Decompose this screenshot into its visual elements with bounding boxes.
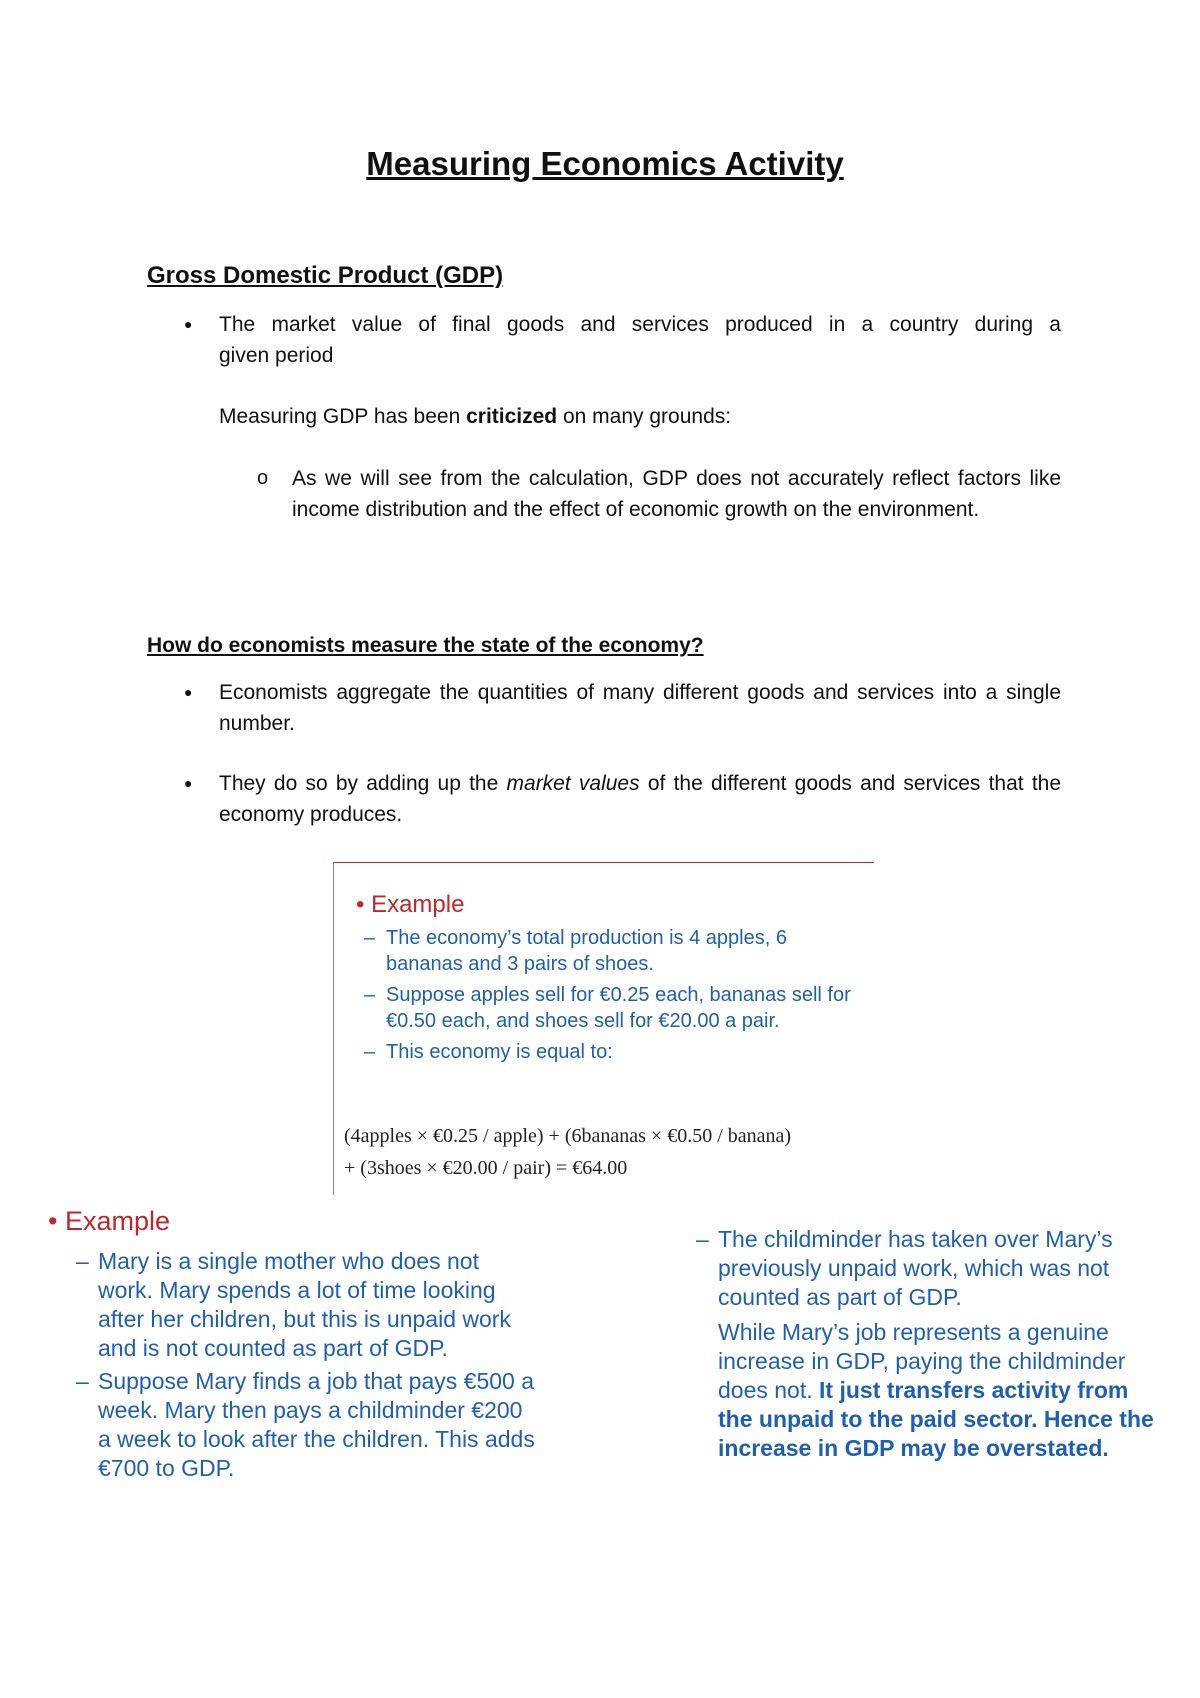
gdp-definition <box>219 309 1061 371</box>
example2-item <box>76 1247 538 1363</box>
dash-marker: – <box>76 1248 89 1274</box>
sub-bullet-marker: o <box>257 467 269 489</box>
example-slide-1 <box>333 862 874 1195</box>
example2-item <box>696 1225 1158 1312</box>
dash-marker: – <box>364 927 376 949</box>
example1-item <box>364 925 856 977</box>
bullet-marker: ● <box>184 684 193 700</box>
conclusion-text: While Mary’s job represents a genuine increase in GDP, paying the childminder does not. <box>718 1319 1126 1403</box>
example1-item <box>364 1039 856 1065</box>
bullet-marker: ● <box>184 316 193 332</box>
measure-bullet-2 <box>219 768 1061 830</box>
measure-heading: How do economists measure the state of the economy? <box>147 634 704 657</box>
example1-heading: • Example <box>356 891 465 918</box>
example1-item-text: This economy is equal to: <box>386 1041 613 1063</box>
dash-marker: – <box>76 1368 89 1394</box>
conclusion-bold: It just transfers activity from the unpaid to the paid sector. Hence the increase in GDP may be overstated. <box>718 1377 1154 1461</box>
example2-conclusion <box>718 1318 1158 1463</box>
gdp-definition-line2: given period <box>219 344 334 367</box>
gdp-sub-bullet: As we will see from the calculation, GDP does not accurately reflect factors like income distribution and the effect of economic growth on the environment. <box>292 467 1061 521</box>
formula-line-2: + (3shoes × €20.00 / pair) = €64.00 <box>344 1157 628 1179</box>
example1-item-text: Suppose apples sell for €0.25 each, bananas sell for €0.50 each, and shoes sell for €20.00 a pair. <box>386 984 851 1032</box>
page-title: Measuring Economics Activity <box>366 145 844 182</box>
example2-left-column <box>76 1247 538 1487</box>
crit-bold: criticized <box>466 405 558 428</box>
example2-item-text: The childminder has taken over Mary’s previously unpaid work, which was not counted as part of GDP. <box>718 1226 1113 1310</box>
example1-item-text: The economy’s total production is 4 apples, 6 bananas and 3 pairs of shoes. <box>386 927 787 975</box>
dash-marker: – <box>696 1226 709 1252</box>
bullet-marker: ● <box>184 775 193 791</box>
example2-right-column <box>696 1225 1158 1463</box>
dash-marker: – <box>364 984 376 1006</box>
bullet2-em: market values <box>506 772 640 795</box>
bullet2-pre: They do so by adding up the <box>219 772 507 795</box>
example2-item-text: Suppose Mary finds a job that pays €500 a week. Mary then pays a childminder €200 a week to look after the children. This adds €700 to GDP. <box>98 1368 535 1481</box>
gdp-criticism <box>219 401 731 432</box>
example1-item <box>364 982 856 1034</box>
example2-item <box>76 1367 538 1483</box>
gdp-definition-line1: The market value of final goods and services produced in a country during a <box>219 313 1061 336</box>
measure-bullet-1: Economists aggregate the quantities of many different goods and services into a single number. <box>219 681 1061 735</box>
crit-pre: Measuring GDP has been <box>219 405 467 428</box>
gdp-heading: Gross Domestic Product (GDP) <box>147 262 504 289</box>
bullet2-post: of the different goods and services that the economy produces. <box>219 772 1062 826</box>
dash-marker: – <box>364 1041 376 1063</box>
example1-items <box>364 925 856 1070</box>
crit-post: on many grounds: <box>557 405 732 428</box>
example2-item-text: Mary is a single mother who does not work. Mary spends a lot of time looking after her children, but this is unpaid work and is not counted as part of GDP. <box>98 1248 511 1361</box>
example2-heading: • Example <box>48 1206 171 1236</box>
formula-line-1: (4apples × €0.25 / apple) + (6bananas × €0.50 / banana) <box>344 1125 792 1147</box>
